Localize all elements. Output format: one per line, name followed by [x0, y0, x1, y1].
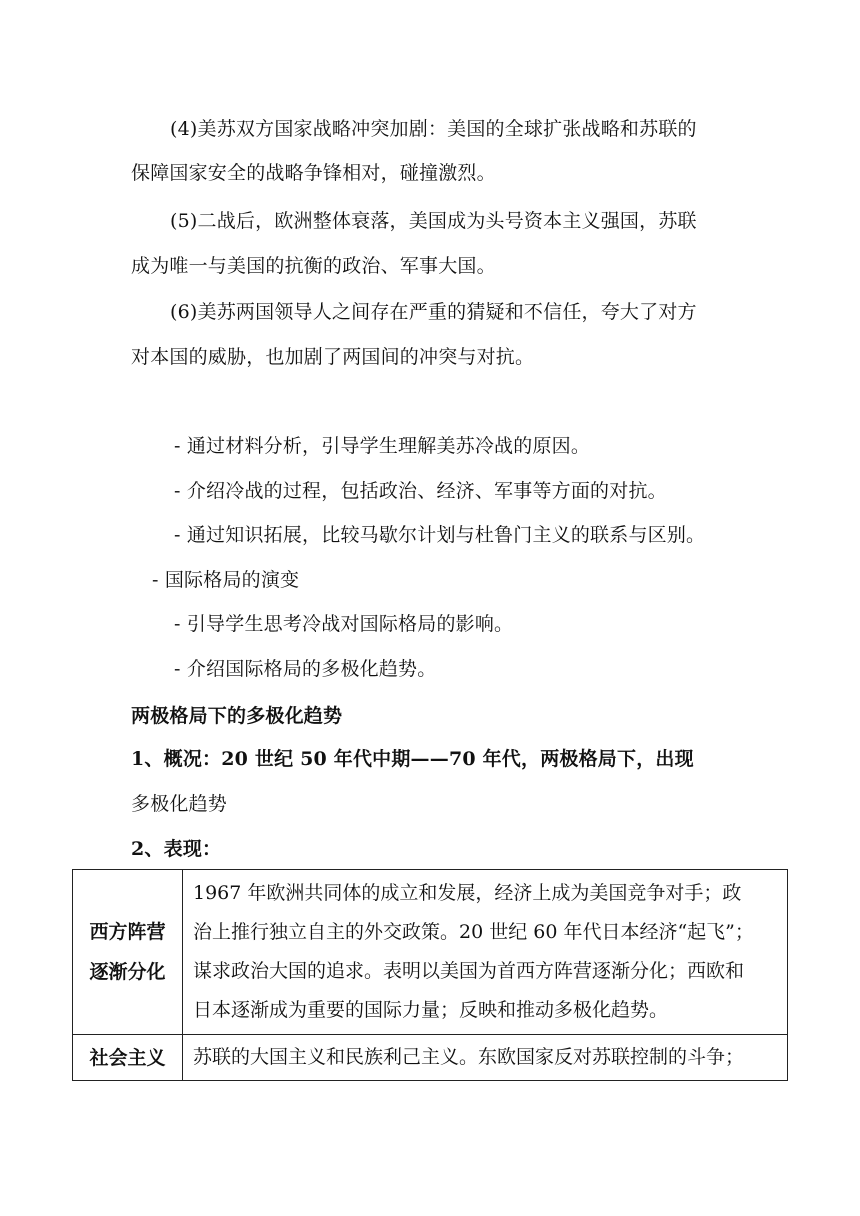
table-cell [183, 870, 788, 1035]
paragraph-line: (4)美苏双方国家战略冲突加剧：美国的全球扩张战略和苏联的 [170, 118, 697, 140]
row-header-line: 西方阵营 [89, 921, 166, 943]
bullet-item: - 介绍国际格局的多极化趋势。 [174, 658, 437, 680]
overview-line: 1、概况：20 世纪 50 年代中期——70 年代，两极格局下，出现 [131, 748, 694, 770]
manifestation-heading: 2、表现： [131, 838, 222, 860]
row-header-line: 社会主义 [89, 1046, 166, 1069]
table-row [73, 870, 788, 1035]
paragraph-line: 成为唯一与美国的抗衡的政治、军事大国。 [131, 255, 496, 277]
table-cell [183, 1035, 788, 1081]
cell-text-line: 日本逐渐成为重要的国际力量；反映和推动多极化趋势。 [193, 999, 669, 1021]
row-header-line: 逐渐分化 [89, 961, 166, 983]
cell-text-line: 苏联的大国主义和民族利己主义。东欧国家反对苏联控制的斗争； [193, 1046, 745, 1068]
paragraph-line: (6)美苏两国领导人之间存在严重的猜疑和不信任，夸大了对方 [170, 301, 697, 323]
bullet-item: - 通过知识拓展，比较马歇尔计划与杜鲁门主义的联系与区别。 [174, 524, 706, 546]
paragraph-line: 保障国家安全的战略争锋相对，碰撞激烈。 [131, 162, 496, 184]
table-row-header [73, 1035, 183, 1081]
paragraph-line: 对本国的威胁，也加剧了两国间的冲突与对抗。 [131, 346, 535, 368]
bullet-item: - 引导学生思考冷战对国际格局的影响。 [174, 613, 514, 635]
overview-line: 多极化趋势 [131, 793, 228, 815]
table-row [73, 1035, 788, 1081]
section-heading: 两极格局下的多极化趋势 [131, 705, 343, 727]
bullet-item: - 通过材料分析，引导学生理解美苏冷战的原因。 [174, 435, 591, 457]
bullet-item: - 国际格局的演变 [152, 569, 300, 591]
bullet-item: - 介绍冷战的过程，包括政治、经济、军事等方面的对抗。 [174, 480, 667, 502]
cell-text-line: 1967 年欧洲共同体的成立和发展，经济上成为美国竞争对手；政 [193, 882, 742, 904]
cell-text-line: 谋求政治大国的追求。表明以美国为首西方阵营逐渐分化；西欧和 [193, 960, 745, 982]
cell-text-line: 治上推行独立自主的外交政策。20 世纪 60 年代日本经济“起飞”； [193, 921, 754, 943]
table-row-header [73, 870, 183, 1035]
manifestation-table [72, 869, 788, 1081]
paragraph-line: (5)二战后，欧洲整体衰落，美国成为头号资本主义强国，苏联 [170, 210, 697, 232]
